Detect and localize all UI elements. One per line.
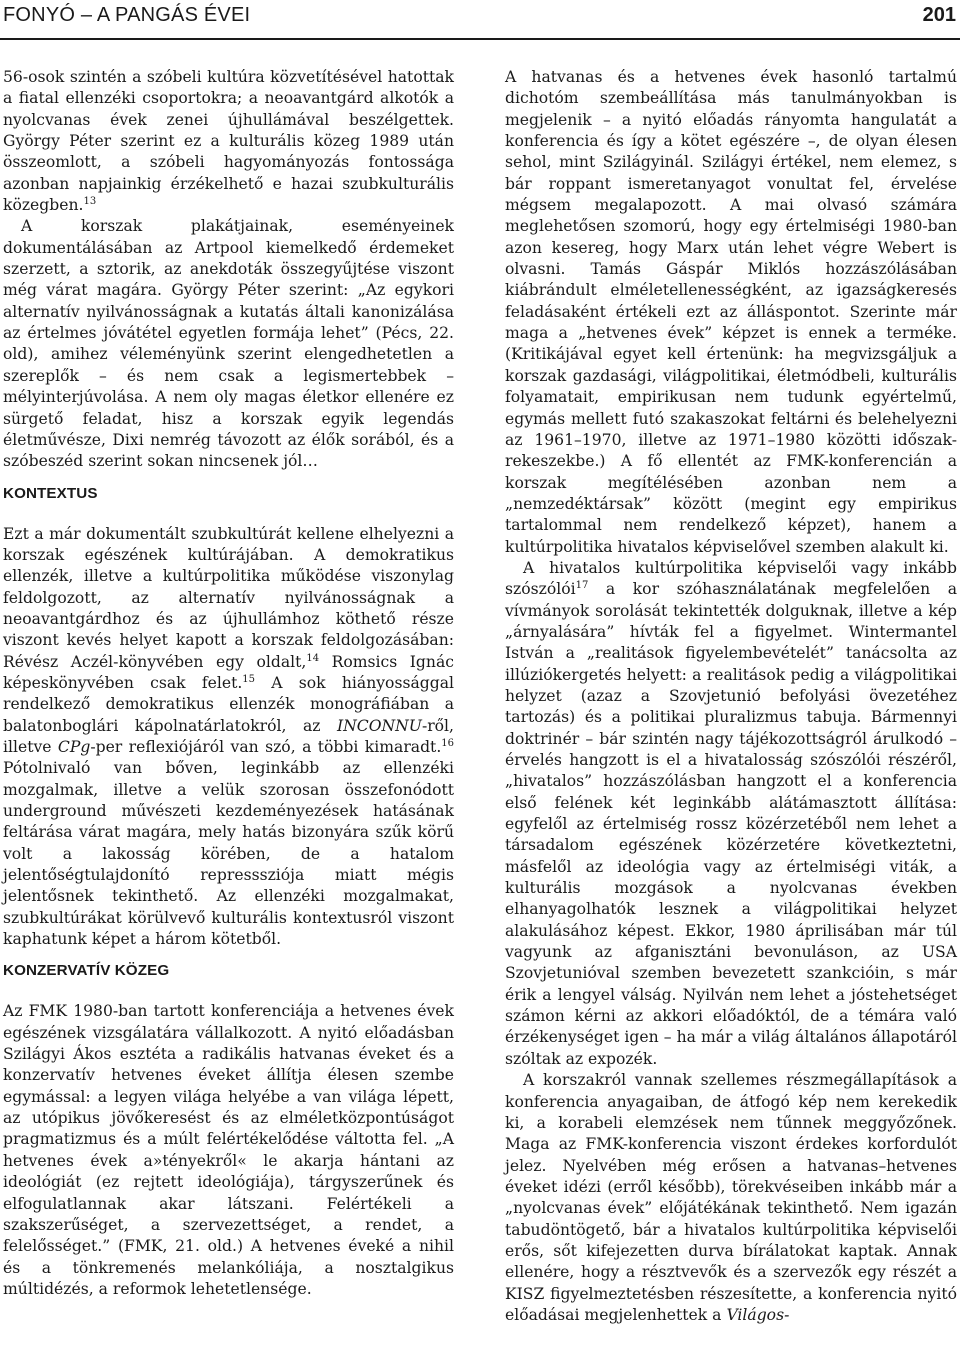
running-title: FONYÓ – A PANGÁS ÉVEI xyxy=(3,4,251,26)
page-number: 201 xyxy=(922,4,956,26)
paragraph: 56-osok szintén a szóbeli kultúra közvetítésével hatottak a fiatal ellenzéki csoportokra; a neoavantgárd alkotók a nyolcvanas évek zenei újhullámával beszélgettek. György Péter szerint ez a kulturális közeg 1989 után összeomlott, a szóbeli hagyományozás fontossága azonban napjainkig érzékelhető e hazai szubkulturális közegben.$^{13}$ xyxy=(3,68,454,215)
paragraph: A korszak plakátjainak, eseményeinek dokumentálásában az Artpool kiemelkedő érdemeket szerzett, a sztorik, az anekdoták összegyűjtése viszont még várat magára. György Péter szerint: „Az egykori alternatív nyilvánosságnak a kutatás általi kanonizálása az értelmes jóvátétel egyetlen formája lehet” (Pécs, 22. old), amihez véleményünk szerint elengedhetetlen a szereplők – és nem csak a legismertebbek – mélyinterjúvolása. A nem oly magas életkor ellenére ez sürgető feladat, hisz a korszak egyik legendás életművésze, Dixi nemrég távozott az élők sorából, és a szóbeszéd szerint sokan nincsenek jól… xyxy=(3,217,454,471)
footnote-ref: 13 xyxy=(83,195,97,207)
paragraph: A korszakról vannak szellemes részmegállapítások a konferencia anyagaiban, de átfogó kép nem kerekedik ki, a korabeli elemzések nem tűnnek meggyőzőnek. Maga az FMK-konferencia viszont érdekes korfordulót jelez. Nyelvében még erősen a hatvanas–hetvenes éveket idézi (erről később), törekvéseiben inkább már a „nyolcvanas évek” előjátékának tekinthető. Nem igazán tabudöntögető, bár a hivatalos kultúrpolitika képviselői erős, sőt kifejezetten durva bírálatokat kaptak. Annak ellenére, hogy a résztvevők és a szervezők egy részét a KISZ figyelmeztetésben részesítette, a konferencia nyitó előadásai megjelenhettek a Világos- xyxy=(505,1071,957,1324)
paragraph: A hatvanas és a hetvenes évek hasonló tartalmú dichotóm szembeállítása más tanulmányokban is megjelenik – a nyitó előadás rányomta hangulatát a konferencia és így a kötet egészére –, de olyan élesen sehol, mint Szilágyinál. Szilágyi értékel, nem elemez, s bár roppant ismeretanyagot vonultat fel, érvelése mégsem megalapozott. A mai olvasó számára meglehetősen szomorú, hogy egy értelmiségi 1980-ban azon kesereg, hogy Marx után lehet végre Webert is olvasni. Tamás Gáspár Miklós hozzászólásában kiábrándult elméletellenességként, az igazságkeresés feladásaként értékeli ezt az álláspontot. Szerinte már maga a „hetvenes évek” képzet is ennek a terméke. (Kritikájával egyet kell értenünk: ha megvizsgáljuk a korszak gazdasági, világpolitikai, életmódbeli, kulturális folyamatait, empirikusan nem tudunk egyértelmű, egymás mellett futó szakaszokat feltárni és belehelyezni az 1961–1970, illetve az 1971–1980 közötti időszak-rekeszekbe.) A fő ellentét az FMK-konferencián a korszak megítélésében azonban nem a „nemzedéktársak” között (megint egy empirikus tartalommal nem rendelkező képzet), hanem a kultúrpolitika hivatalos képviselővel szemben alakult ki. xyxy=(505,68,957,556)
paragraph: A hivatalos kultúrpolitika képviselői vagy inkább szószólói$^{17}$ a kor szóhasználatának megfelelően a vívmányok sorolását tekintették dolguknak, illetve a kép „árnyalására” hívták fel a figyelmet. Wintermantel István a „realitások figyelembevételét” tanácsolta az illúziókergetés helyett: a realitások pedig a világpolitikai helyzet (azaz a Szovjetunió befolyási övezetéhez tartozás) és a politikai pluralizmus tabuja. Bármennyi doktrinér – bár szintén nagy tájékozottságról árulkodó – érvelés hangzott is el a hivatalosság szószólói részéről, „hivatalos” hozzászólásban hangzott el a konferencia első felének két leginkább alátámasztott állítása: egyfelől az értelmiség rossz közérzetéből nem lehet a társadalom egészének közérzetére következtetni, másfelől az ideológia vagy az értelmiségi viták, a kulturális mozgások a nyolcvanas években elhanyagolhatók lesznek a világpolitikai helyzet alakulásához képest. Ekkor, 1980 áprilisában már túl vagyunk az afganisztáni bevonuláson, az USA Szovjetunióval szemben bevezetett szankcióin, s már érik a lengyel válság. Nyilván nem lehet a jóstehetséget számon kérni az akkori előadóktól, de a témára való érzékenységet igen – ha már a világ általános állapotáról szóltak az expozék. xyxy=(505,558,957,1068)
footnote-ref: 17 xyxy=(575,580,589,592)
left-column xyxy=(3,67,454,1300)
right-column xyxy=(505,67,957,1326)
header-rule xyxy=(0,38,960,40)
running-header xyxy=(0,0,960,36)
footnote-ref: 14 xyxy=(306,652,320,664)
paragraph: Az FMK 1980-ban tartott konferenciája a hetvenes évek egészének vizsgálatára vállalkozott. A nyitó előadásban Szilágyi Ákos esztéta a radikális hatvanas éveket és a konzervatív hetvenes éveket állítja élesen szembe egymással: a legyen világa helyébe a van világa lépett, az utópikus jövőkeresést és az elméletközpontúságot pragmatizmus és a múlt felértékelődése váltotta fel. „A hetvenes évek a»tényekről« le akarja hántani az ideológiát (ez rejtett ideológiája), tárgyszerűnek és elfogulatlannak akar látszani. Felértékeli a szakszerűséget, a szervezettséget, a rendet, a felelősséget.” (FMK, 21. old.) A hetvenes éveké a nihil és a tönkremenés melankóliája, a nosztalgikus múltidézés, a reformok lehetetlensége. xyxy=(3,1002,454,1298)
paragraph: Ezt a már dokumentált szubkultúrát kellene elhelyezni a korszak egészének kultúrájában. A demokratikus ellenzék, illetve a kultúrpolitika működése viszonylag feldolgozott, az alternatív nyilvánosságnak a neoavantgárdhoz és az újhullámhoz köthető része viszont kevés helyet kapott a korszak feldolgozásában: Révész Aczél-könyvében egy oldalt,$^{14}$ Romsics Ignác képeskönyvében csak felet.$^{15}$ A sok hiányossággal rendelkező demokratikus ellenzék monográfiában a balatonboglári kápolnatárlatokról, az INCONNU-ről, illetve CPg-per reflexiójáról van szó, a többi kimaradt.$^{16}$ Pótolnivaló van bőven, leginkább az ellenzéki mozgalmak, illetve a velük szorosan összefonódott underground művészeti kezdeményezések hatásának feltárása várat magára, mely hatás bizonyára szűk körű volt a lakosság körében, de a hatalom jelentőségtulajdonító represssziója miatt mégis jelentősnek tekinthető. Az ellenzéki mozgalmakat, szubkultúrákat körülvevő kulturális kontextusról viszont kaphatunk képet a három kötetből. xyxy=(3,524,455,949)
footnote-ref: 16 xyxy=(441,737,455,749)
section-heading: KONTEXTUS xyxy=(3,484,98,502)
footnote-ref: 15 xyxy=(242,673,256,685)
section-heading: KONZERVATÍV KÖZEG xyxy=(3,962,170,980)
